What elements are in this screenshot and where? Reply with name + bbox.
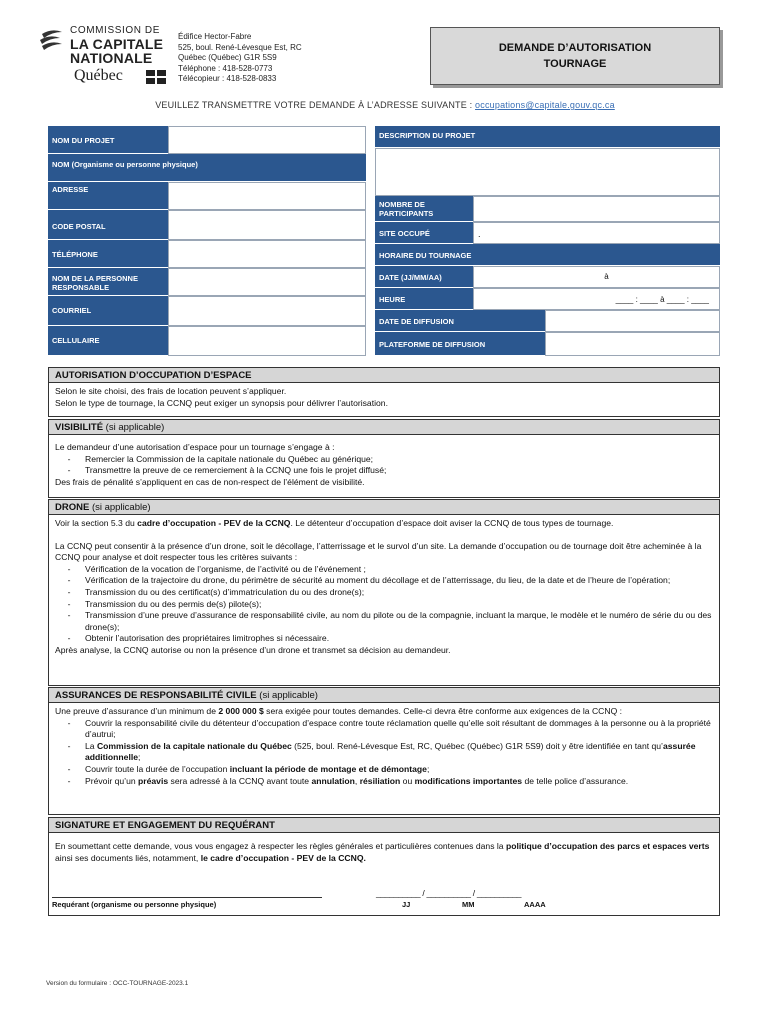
ins4-e: , (354, 775, 360, 786)
postal-code-input[interactable] (168, 210, 366, 240)
description-input[interactable] (375, 148, 720, 196)
date-dd-label: JJ (402, 900, 411, 909)
insurance-amount: 2 000 000 $ (218, 706, 264, 716)
insurance-intro (55, 706, 713, 718)
label-email: COURRIEL (48, 296, 168, 326)
label-phone: TÉLÉPHONE (48, 240, 168, 268)
site-dot: . (478, 229, 481, 239)
email-link[interactable]: occupations@capitale.gouv.qc.ca (475, 100, 615, 110)
label-schedule: HORAIRE DU TOURNAGE (375, 244, 720, 266)
section-visibility-note: (si applicable) (103, 422, 165, 433)
drone-p2: La CCNQ peut consentir à la présence d’un drone, soit le décollage, l’atterrissage et le survol d’un site. La demande d’occupation ou de tournage doit être acheminée à la CCNQ pour analyse et doit respecter tous les critères suivants : (55, 540, 702, 563)
list-item: - Prévoir qu’un préavis sera adressé à la CCNQ avant toute annulation, résiliation ou modifications importantes de telle police d’assurance. (55, 776, 713, 788)
form-title (430, 27, 720, 85)
responsible-input[interactable] (168, 268, 366, 296)
ins2-d: assurée additionnelle (85, 740, 696, 763)
ins3-a: Couvrir toute la durée de l’occupation (85, 763, 230, 774)
logo-line1: COMMISSION DE (70, 25, 161, 36)
list-item: - Transmission du ou des certificat(s) d’immatriculation du ou des drone(s); (55, 587, 713, 599)
cell-input[interactable] (168, 326, 366, 356)
section-occupation-title-text: AUTORISATION D’OCCUPATION D’ESPACE (55, 370, 252, 381)
address-line: Édifice Hector-Fabre (178, 32, 252, 41)
address-input[interactable] (168, 182, 366, 210)
form-title-line1: DEMANDE D’AUTORISATION (498, 42, 652, 54)
insurance-item: Couvrir la responsabilité civile du détenteur d’occupation d’espace contre toute réclamation quelle qu’elle soit résultant de dommages à la personne ou à la propriété d’autrui; (85, 717, 711, 740)
project-name-input[interactable] (168, 126, 366, 154)
section-visibility-title-text: VISIBILITÉ (55, 422, 104, 433)
label-description: DESCRIPTION DU PROJET (375, 126, 720, 148)
section-insurance-note: (si applicable) (256, 690, 318, 701)
signature-paragraph (55, 841, 713, 864)
list-item: - Transmission d’une preuve d’assurance de responsabilité civile, au nom du pilote ou de la compagnie, incluant la marque, le modèle et le numéro de série du ou des drone(s); (67, 610, 712, 632)
section-visibility-title (48, 419, 720, 435)
insurance-item (83, 741, 713, 764)
ins3-b: incluant la période de montage et de démontage (229, 763, 427, 774)
label-participants: NOMBRE DE PARTICIPANTS (375, 196, 473, 222)
section-insurance-body (48, 703, 720, 815)
section-occupation-body (48, 383, 720, 417)
logo-line2: LA CAPITALE (70, 36, 164, 52)
drone-item: Transmission d’une preuve d’assurance de responsabilité civile, au nom du pilote ou de la compagnie, incluant la marque, le modèle et le numéro de série du ou des drone(s); (85, 610, 712, 632)
section-drone-title-text: DRONE (55, 502, 90, 513)
list-item: - Transmission du ou des permis de(s) pilote(s); (55, 599, 713, 611)
section-visibility-body (48, 435, 720, 498)
form-right (375, 126, 720, 356)
label-postal-code: CODE POSTAL (48, 210, 168, 240)
drone-p1-b: cadre d’occupation - PEV de la CCNQ (137, 518, 291, 528)
list-item: - Vérification de la vocation de l’organisme, de l’activité ou de l’événement ; (55, 564, 713, 576)
sig-p-c: ainsi ses documents liés, notamment, (55, 852, 201, 863)
fleur-de-lis-flag-icon (146, 70, 166, 84)
occupation-line: Selon le site choisi, des frais de location peuvent s’appliquer. (55, 386, 287, 396)
requester-signature-line[interactable] (52, 897, 322, 898)
sig-p-d: le cadre d’occupation - PEV de la CCNQ. (200, 852, 366, 863)
ins4-f: résiliation (359, 775, 401, 786)
email-input[interactable] (168, 296, 366, 326)
drone-item: Vérification de la trajectoire du drone, du périmètre de sécurité au moment du décollage et de l’atterrissage, du lieu, de la date et de l’heure de l’opération; (85, 575, 671, 586)
time-input[interactable] (473, 288, 720, 310)
form-left (48, 126, 366, 356)
label-date: DATE (JJ/MM/AA) (375, 266, 473, 288)
drone-p1 (55, 518, 713, 530)
platform-input[interactable] (545, 332, 720, 356)
drone-p1-a: Voir la section 5.3 du (55, 518, 138, 528)
label-project-name: NOM DU PROJET (48, 126, 168, 154)
visibility-item: Transmettre la preuve de ce remerciement à la CCNQ une fois le projet diffusé; (85, 465, 387, 476)
site-input[interactable] (473, 222, 720, 244)
address-line: Télécopieur : 418-528-0833 (178, 74, 277, 84)
ins4-a: Prévoir qu’un (85, 775, 139, 786)
date-yyyy-label: AAAA (524, 900, 546, 909)
list-item: - Couvrir la responsabilité civile du détenteur d’occupation d’espace contre toute réclamation quelle qu’elle soit résultant de dommages à la personne ou à la propriété d’autrui; (55, 718, 713, 741)
form-title-line2: TOURNAGE (543, 58, 607, 70)
participants-input[interactable] (473, 196, 720, 222)
list-item: - Vérification de la trajectoire du drone, du périmètre de sécurité au moment du décollage et de l’atterrissage, du lieu, de la date et de l’heure de l’opération; (55, 575, 713, 587)
ins4-b: préavis (138, 775, 169, 786)
section-drone-title (48, 499, 720, 515)
visibility-intro: Le demandeur d’une autorisation d’espace pour un tournage s’engage à : (55, 442, 335, 452)
time-value: ____ : ____ à ____ : ____ (615, 295, 709, 304)
drone-item: Transmission du ou des permis de(s) pilote(s); (85, 598, 262, 609)
drone-item: Obtenir l’autorisation des propriétaires limitrophes si nécessaire. (85, 633, 330, 644)
date-separator: à (604, 272, 609, 281)
ins4-h: modifications importantes (414, 775, 523, 786)
insurance-intro-c: sera exigée pour toutes demandes. Celle-ci devra être conforme aux exigences de la CCNQ : (263, 706, 623, 716)
date-input[interactable] (473, 266, 720, 288)
instruction-text: VEUILLEZ TRANSMETTRE VOTRE DEMANDE À L’ADRESSE SUIVANTE : (155, 100, 476, 110)
section-drone-body (48, 515, 720, 686)
list-item: - Couvrir toute la durée de l’occupation incluant la période de montage et de démontage; (55, 764, 713, 776)
address-line: 525, boul. René-Lévesque Est, RC (178, 42, 302, 52)
list-item: - Remercier la Commission de la capitale nationale du Québec au générique; (55, 454, 713, 466)
logo-emblem-icon (38, 28, 64, 58)
instruction (0, 100, 770, 110)
date-mm-label: MM (462, 900, 475, 909)
drone-item: Transmission du ou des certificat(s) d’immatriculation du ou des drone(s); (85, 586, 365, 597)
drone-outro: Après analyse, la CCNQ autorise ou non la présence d’un drone et transmet sa décision au demandeur. (55, 644, 451, 655)
label-site: SITE OCCUPÉ (375, 222, 473, 244)
requester-label: Requérant (organisme ou personne physique) (52, 900, 217, 909)
date-line[interactable]: __________ / __________ / __________ (376, 888, 522, 898)
label-time: HEURE (375, 288, 473, 310)
logo-line3: NATIONALE (70, 50, 153, 66)
list-item: - La Commission de la capitale nationale du Québec (525, boul. René-Lévesque Est, RC, Québec (Québec) G1R 5S9) doit y être identifiée en tant qu’assurée additionnelle; (55, 741, 713, 764)
sig-p-b: politique d’occupation des parcs et espaces verts (505, 841, 710, 851)
broadcast-date-input[interactable] (545, 310, 720, 332)
section-signature-title (48, 817, 720, 833)
drone-p1-c: . Le détenteur d’occupation d’espace doit aviser la CCNQ de tous types de tournage. (290, 518, 614, 528)
section-drone-note: (si applicable) (89, 502, 151, 513)
label-cell: CELLULAIRE (48, 326, 168, 356)
section-insurance-title-text: ASSURANCES DE RESPONSABILITÉ CIVILE (55, 690, 257, 701)
label-broadcast-date: DATE DE DIFFUSION (375, 310, 545, 332)
occupation-line: Selon le type de tournage, la CCNQ peut exiger un synopsis pour délivrer l’autorisation. (55, 397, 388, 408)
label-org-name: NOM (Organisme ou personne physique) (48, 154, 366, 182)
visibility-outro: Des frais de pénalité s’appliquent en cas de non-respect de l’élément de visibilité. (55, 476, 365, 487)
phone-input[interactable] (168, 240, 366, 268)
insurance-item (83, 764, 713, 776)
section-signature-title-text: SIGNATURE ET ENGAGEMENT DU REQUÉRANT (55, 820, 275, 831)
sig-p-a: En soumettant cette demande, vous vous engagez à respecter les règles générales et particulières contenues dans la (55, 841, 506, 851)
drone-item: Vérification de la vocation de l’organisme, de l’activité ou de l’événement ; (85, 563, 366, 574)
ins4-i: de telle police d’assurance. (522, 775, 629, 786)
insurance-intro-a: Une preuve d’assurance d’un minimum de (55, 706, 219, 716)
label-platform: PLATEFORME DE DIFFUSION (375, 332, 545, 356)
ins2-b: Commission de la capitale nationale du Québec (96, 740, 292, 751)
ins3-c: ; (426, 763, 430, 774)
ins4-d: annulation (311, 775, 355, 786)
form-version: Version du formulaire : OCC-TOURNAGE-2023.1 (46, 980, 189, 987)
list-item: - Obtenir l’autorisation des propriétaires limitrophes si nécessaire. (55, 633, 713, 645)
address-block (178, 32, 302, 85)
ins2-a: La (85, 740, 97, 751)
address-line: Québec (Québec) G1R 5S9 (178, 53, 277, 63)
visibility-item: Remercier la Commission de la capitale nationale du Québec au générique; (85, 453, 374, 464)
ins4-g: ou (400, 775, 415, 786)
label-responsible: NOM DE LA PERSONNE RESPONSABLE (48, 268, 168, 296)
insurance-item (83, 776, 713, 788)
logo-quebec: Québec (74, 67, 123, 84)
logo (38, 26, 168, 88)
section-occupation-title (48, 367, 720, 383)
section-insurance-title (48, 687, 720, 703)
label-address: ADRESSE (48, 182, 168, 210)
list-item: - Transmettre la preuve de ce remerciement à la CCNQ une fois le projet diffusé; (55, 465, 713, 477)
ins4-c: sera adressé à la CCNQ avant toute (168, 775, 312, 786)
ins2-e: ; (138, 752, 141, 763)
ins2-c: (525, boul. René-Lévesque Est, RC, Québec (Québec) G1R 5S9) doit y être identifiée en tant qu’ (291, 740, 663, 751)
address-line: Téléphone : 418-528-0773 (178, 63, 273, 73)
